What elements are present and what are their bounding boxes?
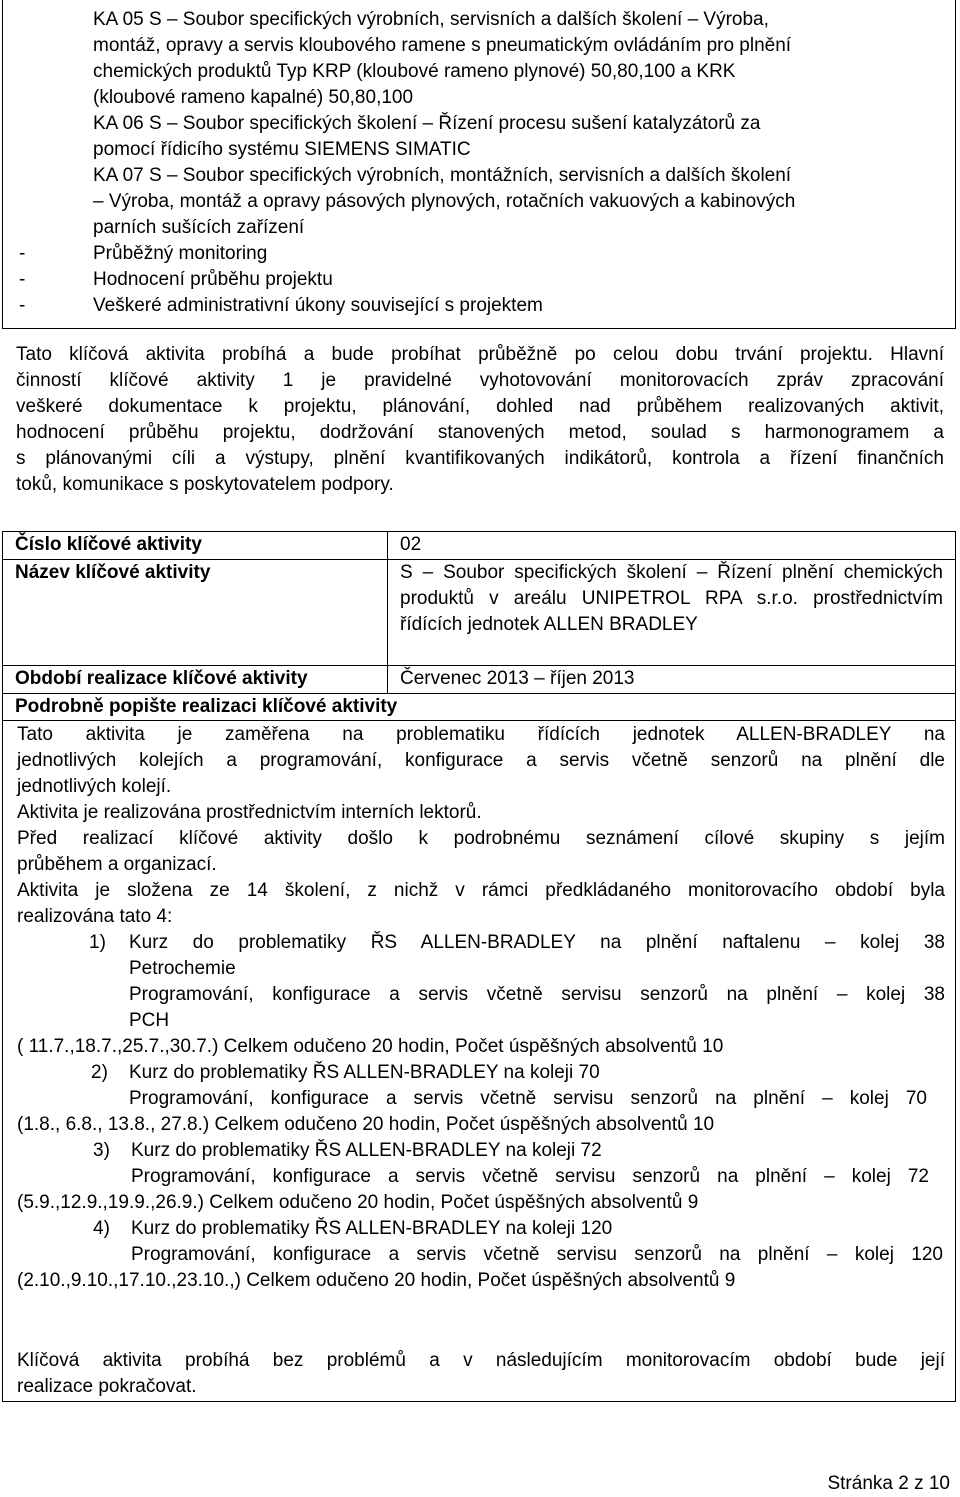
text-line: KA 07 S – Soubor specifických výrobních, montážních, servisních a dalších školení [93, 165, 792, 186]
course-title: Petrochemie [129, 958, 236, 979]
text-line: jednotlivých kolejí. [17, 776, 172, 797]
text-line: Před realizací klíčové aktivity došlo k podrobnému seznámení cílové skupiny s jejím [17, 828, 945, 849]
table-row [3, 532, 956, 560]
course-title: Kurz do problematiky ŘS ALLEN-BRADLEY na plnění naftalenu – kolej 38 [129, 932, 945, 953]
text-line: činností klíčové aktivity 1 je pravidelné vyhotovování monitorovacích zpráv zpracování [16, 370, 944, 391]
bullet-dash: - [19, 243, 26, 264]
text-line: (kloubové rameno kapalné) 50,80,100 [93, 87, 414, 108]
text-line: chemických produktů Typ KRP (kloubové rameno plynové) 50,80,100 a KRK [93, 61, 736, 82]
course-summary: (2.10.,9.10.,17.10.,23.10.,) Celkem odučeno 20 hodin, Počet úspěšných absolventů 9 [17, 1270, 736, 1291]
number-value: 02 [388, 532, 956, 560]
key-activity-table [2, 531, 956, 721]
course-title: Kurz do problematiky ŘS ALLEN-BRADLEY na koleji 70 [129, 1062, 600, 1083]
period-value: Červenec 2013 – říjen 2013 [388, 666, 956, 694]
text-line: Aktivita je složena ze 14 školení, z nichž v rámci předkládaného monitorovacího období byla [17, 880, 945, 901]
table-row [3, 694, 956, 721]
text-line: realizace pokračovat. [17, 1376, 197, 1397]
activity-list-box [2, 0, 956, 329]
name-value: S – Soubor specifických školení – Řízení plnění chemických produktů v areálu UNIPETROL RPA s.r.o. prostřednictvím řídících jednotek ALLEN BRADLEY [388, 560, 956, 666]
bullet-text: Průběžný monitoring [93, 243, 268, 264]
bullet-text: Hodnocení průběhu projektu [93, 269, 333, 290]
course-summary: (5.9.,12.9.,19.9.,26.9.) Celkem odučeno 20 hodin, Počet úspěšných absolventů 9 [17, 1192, 699, 1213]
course-number: 1) [89, 932, 106, 953]
text-line: průběhem a organizací. [17, 854, 217, 875]
text-line: s plánovanými cíli a výstupy, plnění kvantifikovaných indikátorů, kontrola a řízení finančních [16, 448, 944, 469]
course-summary: ( 11.7.,18.7.,25.7.,30.7.) Celkem odučeno 20 hodin, Počet úspěšných absolventů 10 [17, 1036, 724, 1057]
text-line: – Výroba, montáž a opravy pásových plynových, rotačních vakuových a kabinových [93, 191, 796, 212]
page-number: Stránka 2 z 10 [827, 1473, 950, 1494]
text-line: veškeré dokumentace k projektu, plánování, dohled nad průběhem realizovaných aktivit, [16, 396, 944, 417]
table-row [3, 560, 956, 666]
summary-paragraph [16, 342, 944, 498]
text-line: KA 05 S – Soubor specifických výrobních, servisních a dalších školení – Výroba, [93, 9, 769, 30]
number-label: Číslo klíčové aktivity [3, 532, 388, 560]
bullet-text: Veškeré administrativní úkony související s projektem [93, 295, 543, 316]
period-label: Období realizace klíčové aktivity [3, 666, 388, 694]
text-line: KA 06 S – Soubor specifických školení – Řízení procesu sušení katalyzátorů za [93, 113, 761, 134]
text-line: Tato klíčová aktivita probíhá a bude probíhat průběžně po celou dobu trvání projektu. Hlavní [16, 344, 944, 365]
text-line: Klíčová aktivita probíhá bez problémů a v následujícím monitorovacím období bude její [17, 1350, 945, 1371]
course-programming: Programování, konfigurace a servis včetně servisu senzorů na plnění – kolej 120 [131, 1244, 943, 1265]
bullet-dash: - [19, 295, 26, 316]
text-line: montáž, opravy a servis kloubového ramene s pneumatickým ovládáním pro plnění [93, 35, 792, 56]
course-number: 2) [91, 1062, 108, 1083]
course-programming: Programování, konfigurace a servis včetně servisu senzorů na plnění – kolej 38 [129, 984, 945, 1005]
text-line: Tato aktivita je zaměřena na problematiku řídících jednotek ALLEN-BRADLEY na [17, 724, 945, 745]
course-summary: (1.8., 6.8., 13.8., 27.8.) Celkem odučeno 20 hodin, Počet úspěšných absolventů 10 [17, 1114, 715, 1135]
course-programming: Programování, konfigurace a servis včetně servisu senzorů na plnění – kolej 72 [131, 1166, 929, 1187]
detail-label: Podrobně popište realizaci klíčové aktivity [3, 694, 956, 721]
bullet-dash: - [19, 269, 26, 290]
text-line: jednotlivých kolejích a programování, konfigurace a servis včetně senzorů na plnění dle [17, 750, 945, 771]
text-line: pomocí řídicího systému SIEMENS SIMATIC [93, 139, 471, 160]
table-row [3, 666, 956, 694]
course-number: 4) [93, 1218, 110, 1239]
course-title: Kurz do problematiky ŘS ALLEN-BRADLEY na koleji 72 [131, 1140, 602, 1161]
detail-box [2, 719, 956, 1402]
course-title: Kurz do problematiky ŘS ALLEN-BRADLEY na koleji 120 [131, 1218, 613, 1239]
text-line: Aktivita je realizována prostřednictvím interních lektorů. [17, 802, 482, 823]
course-number: 3) [93, 1140, 110, 1161]
text-line: toků, komunikace s poskytovatelem podpory. [16, 474, 394, 495]
name-label: Název klíčové aktivity [3, 560, 388, 666]
text-line: parních sušících zařízení [93, 217, 305, 238]
text-line: hodnocení průběhu projektu, dodržování stanovených metod, soulad s harmonogramem a [16, 422, 944, 443]
course-programming: PCH [129, 1010, 170, 1031]
text-line: realizována tato 4: [17, 906, 173, 927]
course-programming: Programování, konfigurace a servis včetně servisu senzorů na plnění – kolej 70 [129, 1088, 927, 1109]
